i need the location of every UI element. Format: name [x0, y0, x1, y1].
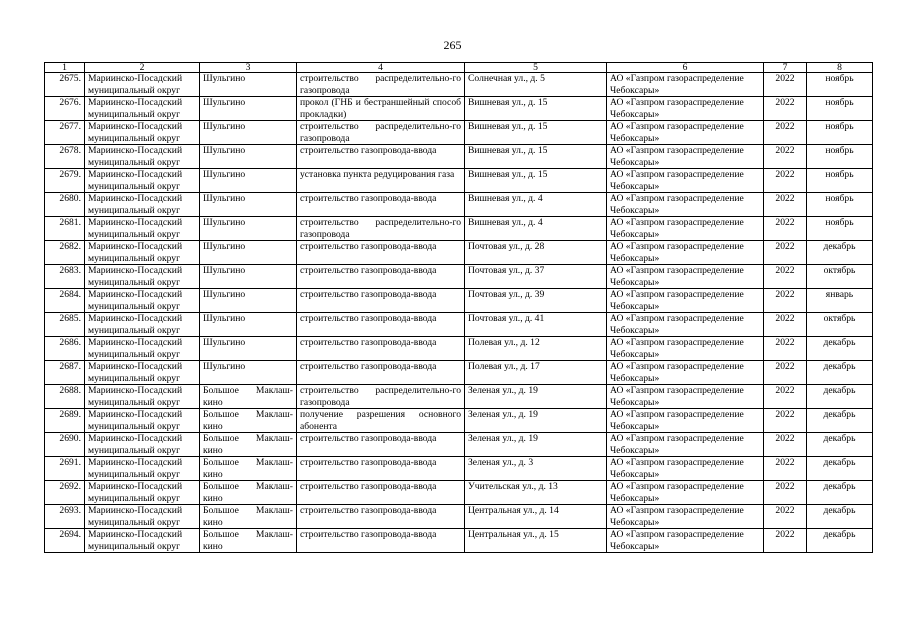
month-cell: октябрь [807, 313, 873, 337]
district-cell: Мариинско-Посадский муниципальный округ [85, 97, 200, 121]
table-row [45, 169, 873, 193]
month-cell: декабрь [807, 241, 873, 265]
work-type-cell: строительство газопровода-ввода [297, 145, 465, 169]
year-cell: 2022 [764, 289, 807, 313]
organization-cell: АО «Газпром газораспределение Чебоксары» [607, 505, 764, 529]
row-number: 2679. [45, 169, 85, 193]
locality-cell: Большое Маклаш-кино [200, 481, 297, 505]
address-cell: Полевая ул., д. 12 [465, 337, 607, 361]
organization-cell: АО «Газпром газораспределение Чебоксары» [607, 529, 764, 553]
month-cell: декабрь [807, 433, 873, 457]
locality-cell: Шульгино [200, 193, 297, 217]
month-cell: октябрь [807, 265, 873, 289]
table-row [45, 193, 873, 217]
row-number: 2675. [45, 73, 85, 97]
organization-cell: АО «Газпром газораспределение Чебоксары» [607, 241, 764, 265]
address-cell: Полевая ул., д. 17 [465, 361, 607, 385]
organization-cell: АО «Газпром газораспределение Чебоксары» [607, 169, 764, 193]
locality-cell: Шульгино [200, 169, 297, 193]
address-cell: Почтовая ул., д. 37 [465, 265, 607, 289]
address-cell: Зеленая ул., д. 19 [465, 433, 607, 457]
month-cell: декабрь [807, 481, 873, 505]
year-cell: 2022 [764, 433, 807, 457]
month-cell: декабрь [807, 409, 873, 433]
row-number: 2681. [45, 217, 85, 241]
year-cell: 2022 [764, 457, 807, 481]
row-number: 2692. [45, 481, 85, 505]
work-type-cell: строительство распределительно-го газопровода [297, 73, 465, 97]
work-type-cell: строительство газопровода-ввода [297, 457, 465, 481]
gasification-schedule-table [44, 62, 873, 553]
organization-cell: АО «Газпром газораспределение Чебоксары» [607, 97, 764, 121]
row-number: 2686. [45, 337, 85, 361]
column-number: 2 [85, 63, 200, 73]
district-cell: Мариинско-Посадский муниципальный округ [85, 337, 200, 361]
organization-cell: АО «Газпром газораспределение Чебоксары» [607, 433, 764, 457]
table-row [45, 313, 873, 337]
district-cell: Мариинско-Посадский муниципальный округ [85, 481, 200, 505]
year-cell: 2022 [764, 409, 807, 433]
month-cell: декабрь [807, 361, 873, 385]
row-number: 2691. [45, 457, 85, 481]
year-cell: 2022 [764, 97, 807, 121]
district-cell: Мариинско-Посадский муниципальный округ [85, 385, 200, 409]
work-type-cell: строительство газопровода-ввода [297, 337, 465, 361]
address-cell: Центральная ул., д. 14 [465, 505, 607, 529]
organization-cell: АО «Газпром газораспределение Чебоксары» [607, 121, 764, 145]
row-number: 2694. [45, 529, 85, 553]
table-row [45, 481, 873, 505]
month-cell: ноябрь [807, 217, 873, 241]
locality-cell: Шульгино [200, 337, 297, 361]
district-cell: Мариинско-Посадский муниципальный округ [85, 409, 200, 433]
table-row [45, 289, 873, 313]
year-cell: 2022 [764, 361, 807, 385]
row-number: 2680. [45, 193, 85, 217]
year-cell: 2022 [764, 241, 807, 265]
work-type-cell: строительство газопровода-ввода [297, 241, 465, 265]
row-number: 2676. [45, 97, 85, 121]
address-cell: Вишневая ул., д. 4 [465, 217, 607, 241]
organization-cell: АО «Газпром газораспределение Чебоксары» [607, 313, 764, 337]
district-cell: Мариинско-Посадский муниципальный округ [85, 505, 200, 529]
address-cell: Почтовая ул., д. 41 [465, 313, 607, 337]
column-number: 7 [764, 63, 807, 73]
year-cell: 2022 [764, 529, 807, 553]
month-cell: ноябрь [807, 73, 873, 97]
work-type-cell: строительство газопровода-ввода [297, 481, 465, 505]
month-cell: декабрь [807, 505, 873, 529]
organization-cell: АО «Газпром газораспределение Чебоксары» [607, 265, 764, 289]
year-cell: 2022 [764, 337, 807, 361]
organization-cell: АО «Газпром газораспределение Чебоксары» [607, 193, 764, 217]
district-cell: Мариинско-Посадский муниципальный округ [85, 265, 200, 289]
work-type-cell: строительство распределительно-го газопровода [297, 217, 465, 241]
organization-cell: АО «Газпром газораспределение Чебоксары» [607, 457, 764, 481]
month-cell: ноябрь [807, 193, 873, 217]
month-cell: декабрь [807, 385, 873, 409]
organization-cell: АО «Газпром газораспределение Чебоксары» [607, 481, 764, 505]
locality-cell: Шульгино [200, 241, 297, 265]
row-number: 2693. [45, 505, 85, 529]
month-cell: декабрь [807, 529, 873, 553]
district-cell: Мариинско-Посадский муниципальный округ [85, 193, 200, 217]
district-cell: Мариинско-Посадский муниципальный округ [85, 313, 200, 337]
address-cell: Почтовая ул., д. 28 [465, 241, 607, 265]
month-cell: ноябрь [807, 169, 873, 193]
district-cell: Мариинско-Посадский муниципальный округ [85, 433, 200, 457]
month-cell: ноябрь [807, 145, 873, 169]
district-cell: Мариинско-Посадский муниципальный округ [85, 217, 200, 241]
year-cell: 2022 [764, 73, 807, 97]
locality-cell: Большое Маклаш-кино [200, 385, 297, 409]
address-cell: Солнечная ул., д. 5 [465, 73, 607, 97]
work-type-cell: строительство газопровода-ввода [297, 193, 465, 217]
table-row [45, 145, 873, 169]
locality-cell: Шульгино [200, 97, 297, 121]
work-type-cell: установка пункта редуцирования газа [297, 169, 465, 193]
table-row [45, 361, 873, 385]
organization-cell: АО «Газпром газораспределение Чебоксары» [607, 145, 764, 169]
address-cell: Вишневая ул., д. 4 [465, 193, 607, 217]
organization-cell: АО «Газпром газораспределение Чебоксары» [607, 217, 764, 241]
month-cell: ноябрь [807, 121, 873, 145]
district-cell: Мариинско-Посадский муниципальный округ [85, 145, 200, 169]
work-type-cell: строительство распределительно-го газопровода [297, 385, 465, 409]
year-cell: 2022 [764, 169, 807, 193]
address-cell: Почтовая ул., д. 39 [465, 289, 607, 313]
organization-cell: АО «Газпром газораспределение Чебоксары» [607, 289, 764, 313]
locality-cell: Шульгино [200, 73, 297, 97]
district-cell: Мариинско-Посадский муниципальный округ [85, 457, 200, 481]
row-number: 2685. [45, 313, 85, 337]
year-cell: 2022 [764, 145, 807, 169]
work-type-cell: строительство газопровода-ввода [297, 289, 465, 313]
address-cell: Вишневая ул., д. 15 [465, 97, 607, 121]
district-cell: Мариинско-Посадский муниципальный округ [85, 241, 200, 265]
work-type-cell: строительство газопровода-ввода [297, 529, 465, 553]
column-number: 1 [45, 63, 85, 73]
district-cell: Мариинско-Посадский муниципальный округ [85, 289, 200, 313]
locality-cell: Большое Маклаш-кино [200, 529, 297, 553]
address-cell: Вишневая ул., д. 15 [465, 169, 607, 193]
organization-cell: АО «Газпром газораспределение Чебоксары» [607, 337, 764, 361]
address-cell: Учительская ул., д. 13 [465, 481, 607, 505]
table-row [45, 97, 873, 121]
work-type-cell: строительство газопровода-ввода [297, 265, 465, 289]
organization-cell: АО «Газпром газораспределение Чебоксары» [607, 385, 764, 409]
work-type-cell: прокол (ГНБ и бестраншейный способ прокладки) [297, 97, 465, 121]
year-cell: 2022 [764, 313, 807, 337]
work-type-cell: строительство распределительно-го газопровода [297, 121, 465, 145]
locality-cell: Большое Маклаш-кино [200, 505, 297, 529]
table-row [45, 73, 873, 97]
address-cell: Зеленая ул., д. 19 [465, 409, 607, 433]
column-number: 8 [807, 63, 873, 73]
work-type-cell: строительство газопровода-ввода [297, 361, 465, 385]
table-row [45, 433, 873, 457]
row-number: 2683. [45, 265, 85, 289]
year-cell: 2022 [764, 481, 807, 505]
work-type-cell: строительство газопровода-ввода [297, 505, 465, 529]
address-cell: Зеленая ул., д. 3 [465, 457, 607, 481]
table-row [45, 265, 873, 289]
year-cell: 2022 [764, 385, 807, 409]
row-number: 2677. [45, 121, 85, 145]
district-cell: Мариинско-Посадский муниципальный округ [85, 73, 200, 97]
year-cell: 2022 [764, 265, 807, 289]
row-number: 2687. [45, 361, 85, 385]
month-cell: декабрь [807, 457, 873, 481]
row-number: 2682. [45, 241, 85, 265]
locality-cell: Шульгино [200, 361, 297, 385]
month-cell: декабрь [807, 337, 873, 361]
locality-cell: Большое Маклаш-кино [200, 433, 297, 457]
district-cell: Мариинско-Посадский муниципальный округ [85, 121, 200, 145]
address-cell: Вишневая ул., д. 15 [465, 145, 607, 169]
month-cell: январь [807, 289, 873, 313]
year-cell: 2022 [764, 121, 807, 145]
organization-cell: АО «Газпром газораспределение Чебоксары» [607, 409, 764, 433]
table-row [45, 409, 873, 433]
column-number: 3 [200, 63, 297, 73]
year-cell: 2022 [764, 505, 807, 529]
row-number: 2689. [45, 409, 85, 433]
locality-cell: Шульгино [200, 313, 297, 337]
column-number-row [45, 63, 873, 73]
locality-cell: Большое Маклаш-кино [200, 409, 297, 433]
address-cell: Вишневая ул., д. 15 [465, 121, 607, 145]
row-number: 2688. [45, 385, 85, 409]
row-number: 2678. [45, 145, 85, 169]
column-number: 4 [297, 63, 465, 73]
address-cell: Зеленая ул., д. 19 [465, 385, 607, 409]
work-type-cell: строительство газопровода-ввода [297, 313, 465, 337]
table-row [45, 385, 873, 409]
organization-cell: АО «Газпром газораспределение Чебоксары» [607, 361, 764, 385]
table-row [45, 217, 873, 241]
year-cell: 2022 [764, 193, 807, 217]
table-row [45, 457, 873, 481]
locality-cell: Шульгино [200, 289, 297, 313]
locality-cell: Шульгино [200, 265, 297, 289]
row-number: 2690. [45, 433, 85, 457]
table-row [45, 337, 873, 361]
table-row [45, 121, 873, 145]
locality-cell: Шульгино [200, 121, 297, 145]
table-row [45, 505, 873, 529]
work-type-cell: получение разрешения основного абонента [297, 409, 465, 433]
locality-cell: Шульгино [200, 217, 297, 241]
locality-cell: Шульгино [200, 145, 297, 169]
year-cell: 2022 [764, 217, 807, 241]
organization-cell: АО «Газпром газораспределение Чебоксары» [607, 73, 764, 97]
table-row [45, 529, 873, 553]
district-cell: Мариинско-Посадский муниципальный округ [85, 529, 200, 553]
column-number: 5 [465, 63, 607, 73]
page-number: 265 [443, 38, 462, 52]
work-type-cell: строительство газопровода-ввода [297, 433, 465, 457]
district-cell: Мариинско-Посадский муниципальный округ [85, 361, 200, 385]
row-number: 2684. [45, 289, 85, 313]
locality-cell: Большое Маклаш-кино [200, 457, 297, 481]
district-cell: Мариинско-Посадский муниципальный округ [85, 169, 200, 193]
month-cell: ноябрь [807, 97, 873, 121]
column-number: 6 [607, 63, 764, 73]
table-row [45, 241, 873, 265]
address-cell: Центральная ул., д. 15 [465, 529, 607, 553]
